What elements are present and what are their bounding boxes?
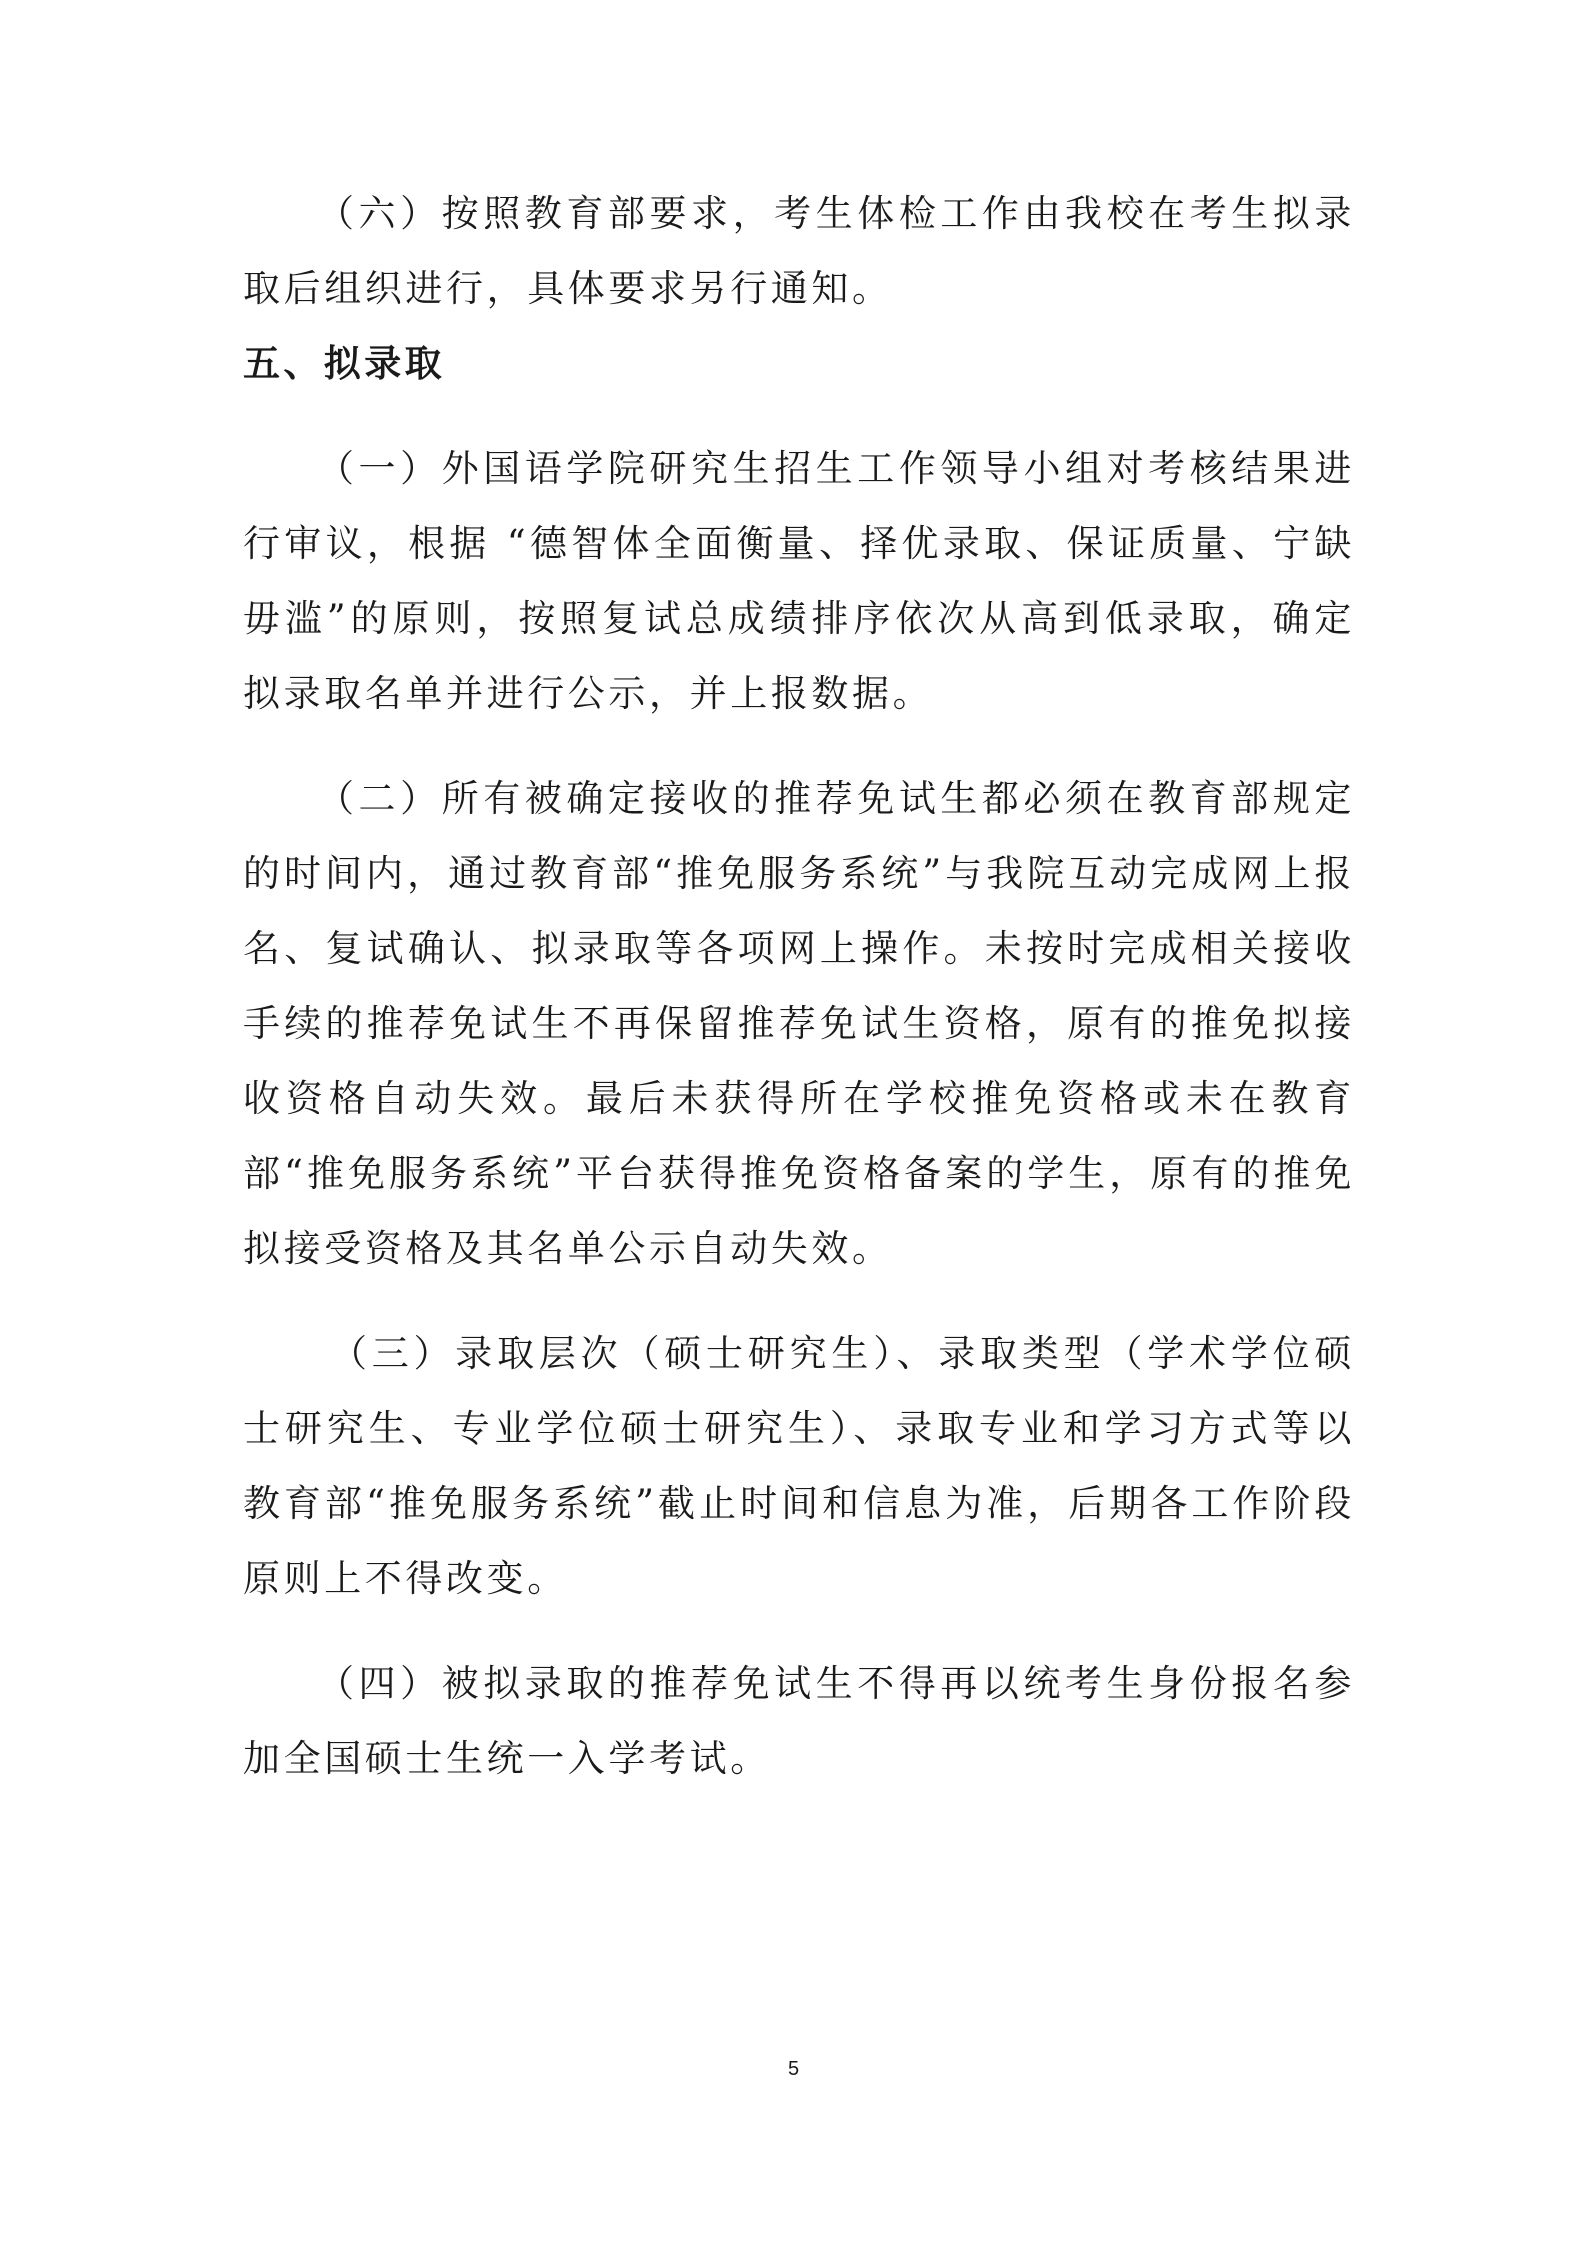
- document-body: [243, 176, 1355, 1796]
- paragraph-two: （二）所有被确定接收的推荐免试生都必须在教育部规定的时间内，通过教育部“推免服务系统”与我院互动完成网上报名、复试确认、拟录取等各项网上操作。未按时完成相关接收手续的推荐免试生不再保留推荐免试生资格，原有的推免拟接收资格自动失效。最后未获得所在学校推免资格或未在教育部“推免服务系统”平台获得推免资格备案的学生，原有的推免拟接受资格及其名单公示自动失效。: [243, 777, 1355, 1270]
- page-number: 5: [787, 2058, 800, 2080]
- paragraph-three: （三）录取层次（硕士研究生）、录取类型（学术学位硕士研究生、专业学位硕士研究生）、录取专业和学习方式等以教育部“推免服务系统”截止时间和信息为准，后期各工作阶段原则上不得改变。: [243, 1332, 1355, 1600]
- paragraph-six: （六）按照教育部要求，考生体检工作由我校在考生拟录取后组织进行，具体要求另行通知。: [243, 192, 1355, 310]
- paragraph-one: （一）外国语学院研究生招生工作领导小组对考核结果进行审议，根据 “德智体全面衡量、择优录取、保证质量、宁缺毋滥”的原则，按照复试总成绩排序依次从高到低录取，确定拟录取名单并进行公示，并上报数据。: [243, 447, 1355, 715]
- paragraph-four: （四）被拟录取的推荐免试生不得再以统考生身份报名参加全国硕士生统一入学考试。: [243, 1662, 1355, 1780]
- section-heading: 五、拟录取: [243, 342, 445, 385]
